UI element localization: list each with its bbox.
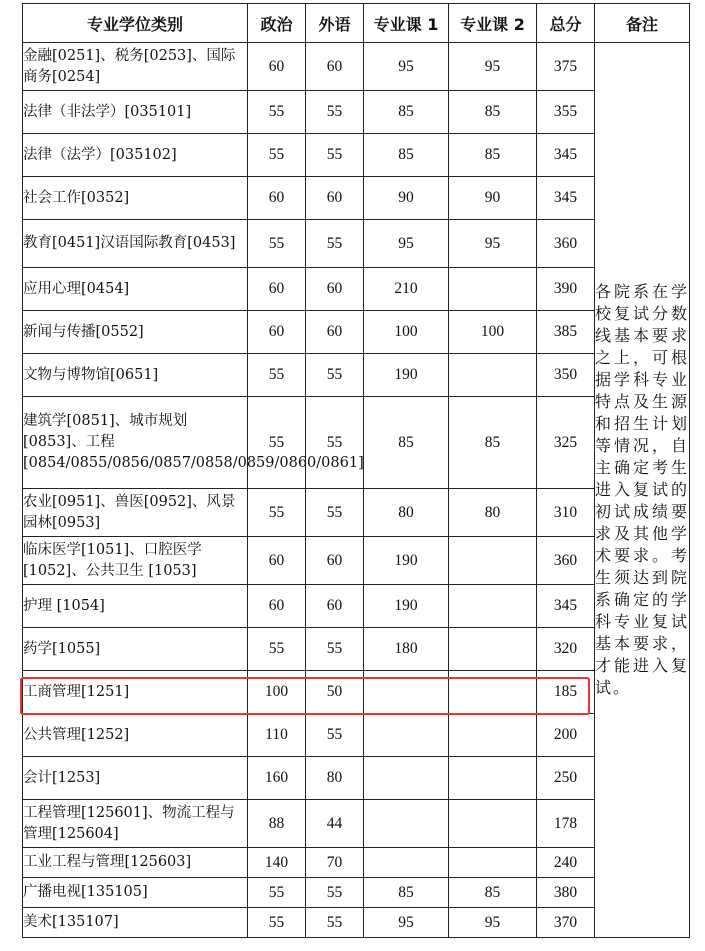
politics-cell: 100 — [248, 671, 306, 714]
language-cell: 55 — [306, 489, 364, 537]
table-row — [23, 43, 690, 91]
category-cell: 社会工作[0352] — [23, 177, 248, 220]
subject1-cell: 190 — [364, 537, 449, 585]
language-cell: 60 — [306, 311, 364, 354]
table-row — [23, 714, 690, 757]
politics-cell: 55 — [248, 354, 306, 397]
subject1-cell: 95 — [364, 908, 449, 938]
subject2-cell — [449, 848, 537, 878]
total-cell: 350 — [537, 354, 595, 397]
header-subject2: 专业课 2 — [449, 4, 537, 43]
total-cell: 345 — [537, 177, 595, 220]
language-cell: 50 — [306, 671, 364, 714]
subject1-cell: 210 — [364, 268, 449, 311]
politics-cell: 60 — [248, 311, 306, 354]
subject1-cell: 190 — [364, 354, 449, 397]
politics-cell: 55 — [248, 220, 306, 268]
total-cell: 345 — [537, 585, 595, 628]
subject2-cell — [449, 537, 537, 585]
subject1-cell — [364, 757, 449, 800]
category-cell: 建筑学[0851]、城市规划[0853]、工程[0854/0855/0856/0857/0858/0859/0860/0861] — [23, 397, 248, 489]
politics-cell: 160 — [248, 757, 306, 800]
category-cell: 金融[0251]、税务[0253]、国际商务[0254] — [23, 43, 248, 91]
total-cell: 390 — [537, 268, 595, 311]
subject2-cell: 80 — [449, 489, 537, 537]
category-cell: 工业工程与管理[125603] — [23, 848, 248, 878]
language-cell: 55 — [306, 628, 364, 671]
table-row — [23, 585, 690, 628]
score-table-container — [22, 3, 690, 938]
subject2-cell — [449, 585, 537, 628]
table-row — [23, 220, 690, 268]
subject1-cell — [364, 714, 449, 757]
language-cell: 60 — [306, 268, 364, 311]
total-cell: 320 — [537, 628, 595, 671]
category-cell: 药学[1055] — [23, 628, 248, 671]
subject1-cell: 85 — [364, 134, 449, 177]
subject2-cell: 85 — [449, 878, 537, 908]
subject1-cell: 180 — [364, 628, 449, 671]
table-row — [23, 628, 690, 671]
category-cell: 临床医学[1051]、口腔医学[1052]、公共卫生 [1053] — [23, 537, 248, 585]
language-cell: 60 — [306, 177, 364, 220]
category-cell: 应用心理[0454] — [23, 268, 248, 311]
politics-cell: 60 — [248, 585, 306, 628]
subject1-cell: 95 — [364, 220, 449, 268]
politics-cell: 55 — [248, 908, 306, 938]
subject2-cell: 85 — [449, 91, 537, 134]
language-cell: 60 — [306, 585, 364, 628]
language-cell: 60 — [306, 537, 364, 585]
politics-cell: 55 — [248, 397, 306, 489]
politics-cell: 60 — [248, 537, 306, 585]
subject2-cell — [449, 354, 537, 397]
total-cell: 370 — [537, 908, 595, 938]
category-cell: 农业[0951]、兽医[0952]、风景园林[0953] — [23, 489, 248, 537]
subject1-cell — [364, 848, 449, 878]
table-row — [23, 757, 690, 800]
total-cell: 385 — [537, 311, 595, 354]
total-cell: 355 — [537, 91, 595, 134]
politics-cell: 140 — [248, 848, 306, 878]
total-cell: 325 — [537, 397, 595, 489]
language-cell: 70 — [306, 848, 364, 878]
language-cell: 80 — [306, 757, 364, 800]
table-row — [23, 848, 690, 878]
category-cell: 文物与博物馆[0651] — [23, 354, 248, 397]
total-cell: 310 — [537, 489, 595, 537]
total-cell: 380 — [537, 878, 595, 908]
subject2-cell: 95 — [449, 908, 537, 938]
score-table — [22, 3, 690, 938]
total-cell: 200 — [537, 714, 595, 757]
subject1-cell: 85 — [364, 91, 449, 134]
subject2-cell — [449, 757, 537, 800]
subject1-cell: 190 — [364, 585, 449, 628]
language-cell: 55 — [306, 908, 364, 938]
header-language: 外语 — [306, 4, 364, 43]
subject2-cell: 95 — [449, 43, 537, 91]
header-category: 专业学位类别 — [23, 4, 248, 43]
language-cell: 55 — [306, 354, 364, 397]
politics-cell: 55 — [248, 91, 306, 134]
politics-cell: 55 — [248, 628, 306, 671]
total-cell: 250 — [537, 757, 595, 800]
language-cell: 55 — [306, 220, 364, 268]
subject1-cell: 100 — [364, 311, 449, 354]
subject2-cell: 90 — [449, 177, 537, 220]
header-remark: 备注 — [595, 4, 690, 43]
header-row — [23, 4, 690, 43]
subject2-cell — [449, 268, 537, 311]
total-cell: 360 — [537, 220, 595, 268]
language-cell: 55 — [306, 134, 364, 177]
language-cell: 44 — [306, 800, 364, 848]
remark-cell: 各院系在学校复试分数线基本要求之上，可根据学科专业特点及生源和招生计划等情况，自主确定考生进入复试的初试成绩要求及其他学术要求。考生须达到院系确定的学科专业复试基本要求，才能进入复试。 — [595, 43, 690, 938]
total-cell: 185 — [537, 671, 595, 714]
subject1-cell — [364, 800, 449, 848]
category-cell: 法律（法学）[035102] — [23, 134, 248, 177]
subject2-cell — [449, 628, 537, 671]
total-cell: 178 — [537, 800, 595, 848]
total-cell: 345 — [537, 134, 595, 177]
subject2-cell: 85 — [449, 397, 537, 489]
table-row — [23, 134, 690, 177]
politics-cell: 60 — [248, 268, 306, 311]
politics-cell: 55 — [248, 878, 306, 908]
subject1-cell: 85 — [364, 397, 449, 489]
politics-cell: 55 — [248, 134, 306, 177]
politics-cell: 60 — [248, 177, 306, 220]
table-row — [23, 878, 690, 908]
table-row-highlighted — [23, 671, 690, 714]
subject2-cell — [449, 671, 537, 714]
language-cell: 55 — [306, 878, 364, 908]
table-row — [23, 489, 690, 537]
subject2-cell: 85 — [449, 134, 537, 177]
header-total: 总分 — [537, 4, 595, 43]
table-row — [23, 537, 690, 585]
total-cell: 240 — [537, 848, 595, 878]
subject2-cell: 100 — [449, 311, 537, 354]
subject1-cell: 90 — [364, 177, 449, 220]
subject1-cell: 95 — [364, 43, 449, 91]
category-cell: 法律（非法学）[035101] — [23, 91, 248, 134]
subject1-cell: 80 — [364, 489, 449, 537]
total-cell: 360 — [537, 537, 595, 585]
subject2-cell — [449, 800, 537, 848]
table-row — [23, 397, 690, 489]
subject1-cell: 85 — [364, 878, 449, 908]
header-subject1: 专业课 1 — [364, 4, 449, 43]
politics-cell: 60 — [248, 43, 306, 91]
category-cell: 教育[0451]汉语国际教育[0453] — [23, 220, 248, 268]
table-row — [23, 908, 690, 938]
table-row — [23, 268, 690, 311]
header-politics: 政治 — [248, 4, 306, 43]
category-cell: 工程管理[125601]、物流工程与管理[125604] — [23, 800, 248, 848]
category-cell: 公共管理[1252] — [23, 714, 248, 757]
subject2-cell — [449, 714, 537, 757]
table-row — [23, 354, 690, 397]
table-row — [23, 311, 690, 354]
category-cell: 会计[1253] — [23, 757, 248, 800]
table-row — [23, 800, 690, 848]
politics-cell: 55 — [248, 489, 306, 537]
category-cell: 护理 [1054] — [23, 585, 248, 628]
politics-cell: 110 — [248, 714, 306, 757]
table-row — [23, 177, 690, 220]
category-cell: 新闻与传播[0552] — [23, 311, 248, 354]
language-cell: 60 — [306, 43, 364, 91]
table-row — [23, 91, 690, 134]
subject2-cell: 95 — [449, 220, 537, 268]
politics-cell: 88 — [248, 800, 306, 848]
language-cell: 55 — [306, 397, 364, 489]
total-cell: 375 — [537, 43, 595, 91]
category-cell: 工商管理[1251] — [23, 671, 248, 714]
category-cell: 广播电视[135105] — [23, 878, 248, 908]
category-cell: 美术[135107] — [23, 908, 248, 938]
subject1-cell — [364, 671, 449, 714]
language-cell: 55 — [306, 91, 364, 134]
language-cell: 55 — [306, 714, 364, 757]
